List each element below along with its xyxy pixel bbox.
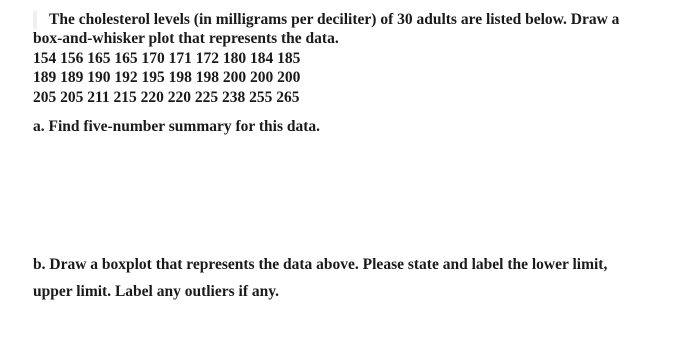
question-a: a. Find five-number summary for this data.	[33, 118, 321, 135]
intro-line-1: The cholesterol levels (in milligrams per deciliter) of 30 adults are listed below. Draw a	[49, 11, 620, 28]
question-b-line-2: upper limit. Label any outliers if any.	[33, 283, 280, 300]
intro-line-2: box-and-whisker plot that represents the data.	[33, 30, 339, 47]
text-cursor-marker	[33, 11, 37, 29]
data-row-1: 154 156 165 165 170 171 172 180 184 185	[33, 50, 301, 67]
question-b-line-1: b. Draw a boxplot that represents the data above. Please state and label the lower limit,	[33, 256, 608, 273]
data-row-3: 205 205 211 215 220 220 225 238 255 265	[33, 89, 300, 106]
data-row-2: 189 189 190 192 195 198 198 200 200 200	[33, 69, 301, 86]
